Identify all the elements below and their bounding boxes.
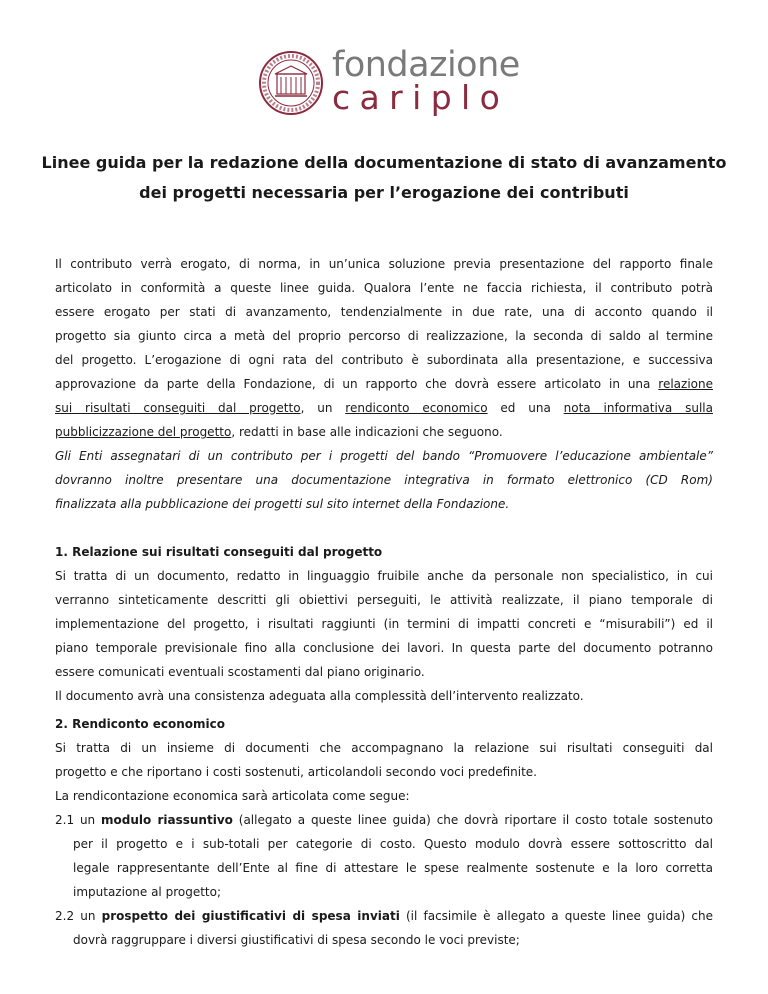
title-line-2: dei progetti necessaria per l’erogazione dei contributi xyxy=(139,183,629,202)
intro-line-7-b: ed una xyxy=(500,401,551,415)
link-risultati: sui risultati conseguiti dal progetto xyxy=(55,401,301,415)
logo-name-bottom: cariplo xyxy=(332,78,510,117)
intro-line-6-text: approvazione da parte della Fondazione, di un rapporto che dovrà essere articolato in una xyxy=(55,377,651,391)
link-relazione: relazione xyxy=(658,377,713,391)
intro-line-3: essere erogato per stati di avanzamento, tendenzialmente in due rate, una di acconto quando il xyxy=(55,305,713,319)
intro-line-2: articolato in conformità a queste linee guida. Qualora l’ente ne faccia richiesta, il contributo potrà xyxy=(55,281,713,295)
italic-note-line-3: finalizzata alla pubblicazione dei progetti sul sito internet della Fondazione. xyxy=(55,497,510,511)
section-1-line-6: Il documento avrà una consistenza adeguata alla complessità dell’intervento realizzato. xyxy=(55,689,584,703)
intro-line-7-a: , un xyxy=(300,401,333,415)
section-1-line-2: verranno sinteticamente descritti gli obiettivi perseguiti, le attività realizzate, il piano temporale di xyxy=(55,593,713,607)
intro-line-7 xyxy=(55,396,713,420)
intro-line-6 xyxy=(55,372,713,396)
item-2-1-number: 2.1 un xyxy=(55,813,96,827)
item-2-1-rest: (allegato a queste linee guida) che dovrà riportare il costo totale sostenuto xyxy=(238,813,713,827)
intro-line-8 xyxy=(55,420,503,444)
item-2-1-line-2: per il progetto e i sub-totali per categorie di costo. Questo modulo dovrà essere sottoscritto dal xyxy=(73,837,713,851)
item-2-2-number: 2.2 un xyxy=(55,909,96,923)
section-1-heading: 1. Relazione sui risultati conseguiti dal progetto xyxy=(55,545,383,559)
item-2-2-bold: prospetto dei giustificativi di spesa inviati xyxy=(101,909,400,923)
document-title xyxy=(40,148,728,208)
seal-icon xyxy=(258,50,324,116)
fondazione-cariplo-logo xyxy=(258,45,520,117)
item-2-1-line-1 xyxy=(55,808,713,832)
item-2-1-line-4: imputazione al progetto; xyxy=(73,885,222,899)
item-2-1-bold: modulo riassuntivo xyxy=(101,813,233,827)
logo-name-top: fondazione xyxy=(332,45,520,85)
section-1-line-3: implementazione del progetto, i risultati raggiunti (in termini di impatti concreti e “misurabili”) ed il xyxy=(55,617,713,631)
link-nota-informativa: nota informativa sulla xyxy=(563,401,713,415)
intro-line-4: progetto sia giunto circa a metà del proprio percorso di realizzazione, la seconda di saldo al termine xyxy=(55,329,713,343)
section-2-line-3: La rendicontazione economica sarà articolata come segue: xyxy=(55,789,410,803)
section-2-line-2: progetto e che riportano i costi sostenuti, articolandoli secondo voci predefinite. xyxy=(55,765,537,779)
intro-line-5: del progetto. L’erogazione di ogni rata del contributo è subordinata alla presentazione, e successiva xyxy=(55,353,713,367)
italic-note-line-2: dovranno inoltre presentare una documentazione integrativa in formato elettronico (CD Rom) xyxy=(55,473,713,487)
section-1-line-4: piano temporale previsionale fino alla conclusione dei lavori. In questa parte del documento potranno xyxy=(55,641,713,655)
section-1-line-5: essere comunicati eventuali scostamenti dal piano originario. xyxy=(55,665,425,679)
intro-line-8-rest: , redatti in base alle indicazioni che seguono. xyxy=(231,425,503,439)
item-2-2-line-2: dovrà raggruppare i diversi giustificativi di spesa secondo le voci previste; xyxy=(73,933,520,947)
section-2-heading: 2. Rendiconto economico xyxy=(55,717,226,731)
section-1-line-1: Si tratta di un documento, redatto in linguaggio fruibile anche da personale non specialistico, in cui xyxy=(55,569,713,583)
link-rendiconto: rendiconto economico xyxy=(345,401,488,415)
title-line-1: Linee guida per la redazione della documentazione di stato di avanzamento xyxy=(41,153,727,172)
italic-note-line-1: Gli Enti assegnatari di un contributo per i progetti del bando “Promuovere l’educazione ambientale” xyxy=(55,449,713,463)
item-2-2-rest: (il facsimile è allegato a queste linee guida) che xyxy=(406,909,713,923)
intro-line-1: Il contributo verrà erogato, di norma, in un’unica soluzione previa presentazione del rapporto finale xyxy=(55,257,713,271)
item-2-1-line-3: legale rappresentante dell’Ente al fine di attestare le spese realmente sostenute e la loro corretta xyxy=(73,861,713,875)
section-2-line-1: Si tratta di un insieme di documenti che accompagnano la relazione sui risultati conseguiti dal xyxy=(55,741,713,755)
item-2-2-line-1 xyxy=(55,904,713,928)
link-pubblicizzazione: pubblicizzazione del progetto xyxy=(55,425,232,439)
